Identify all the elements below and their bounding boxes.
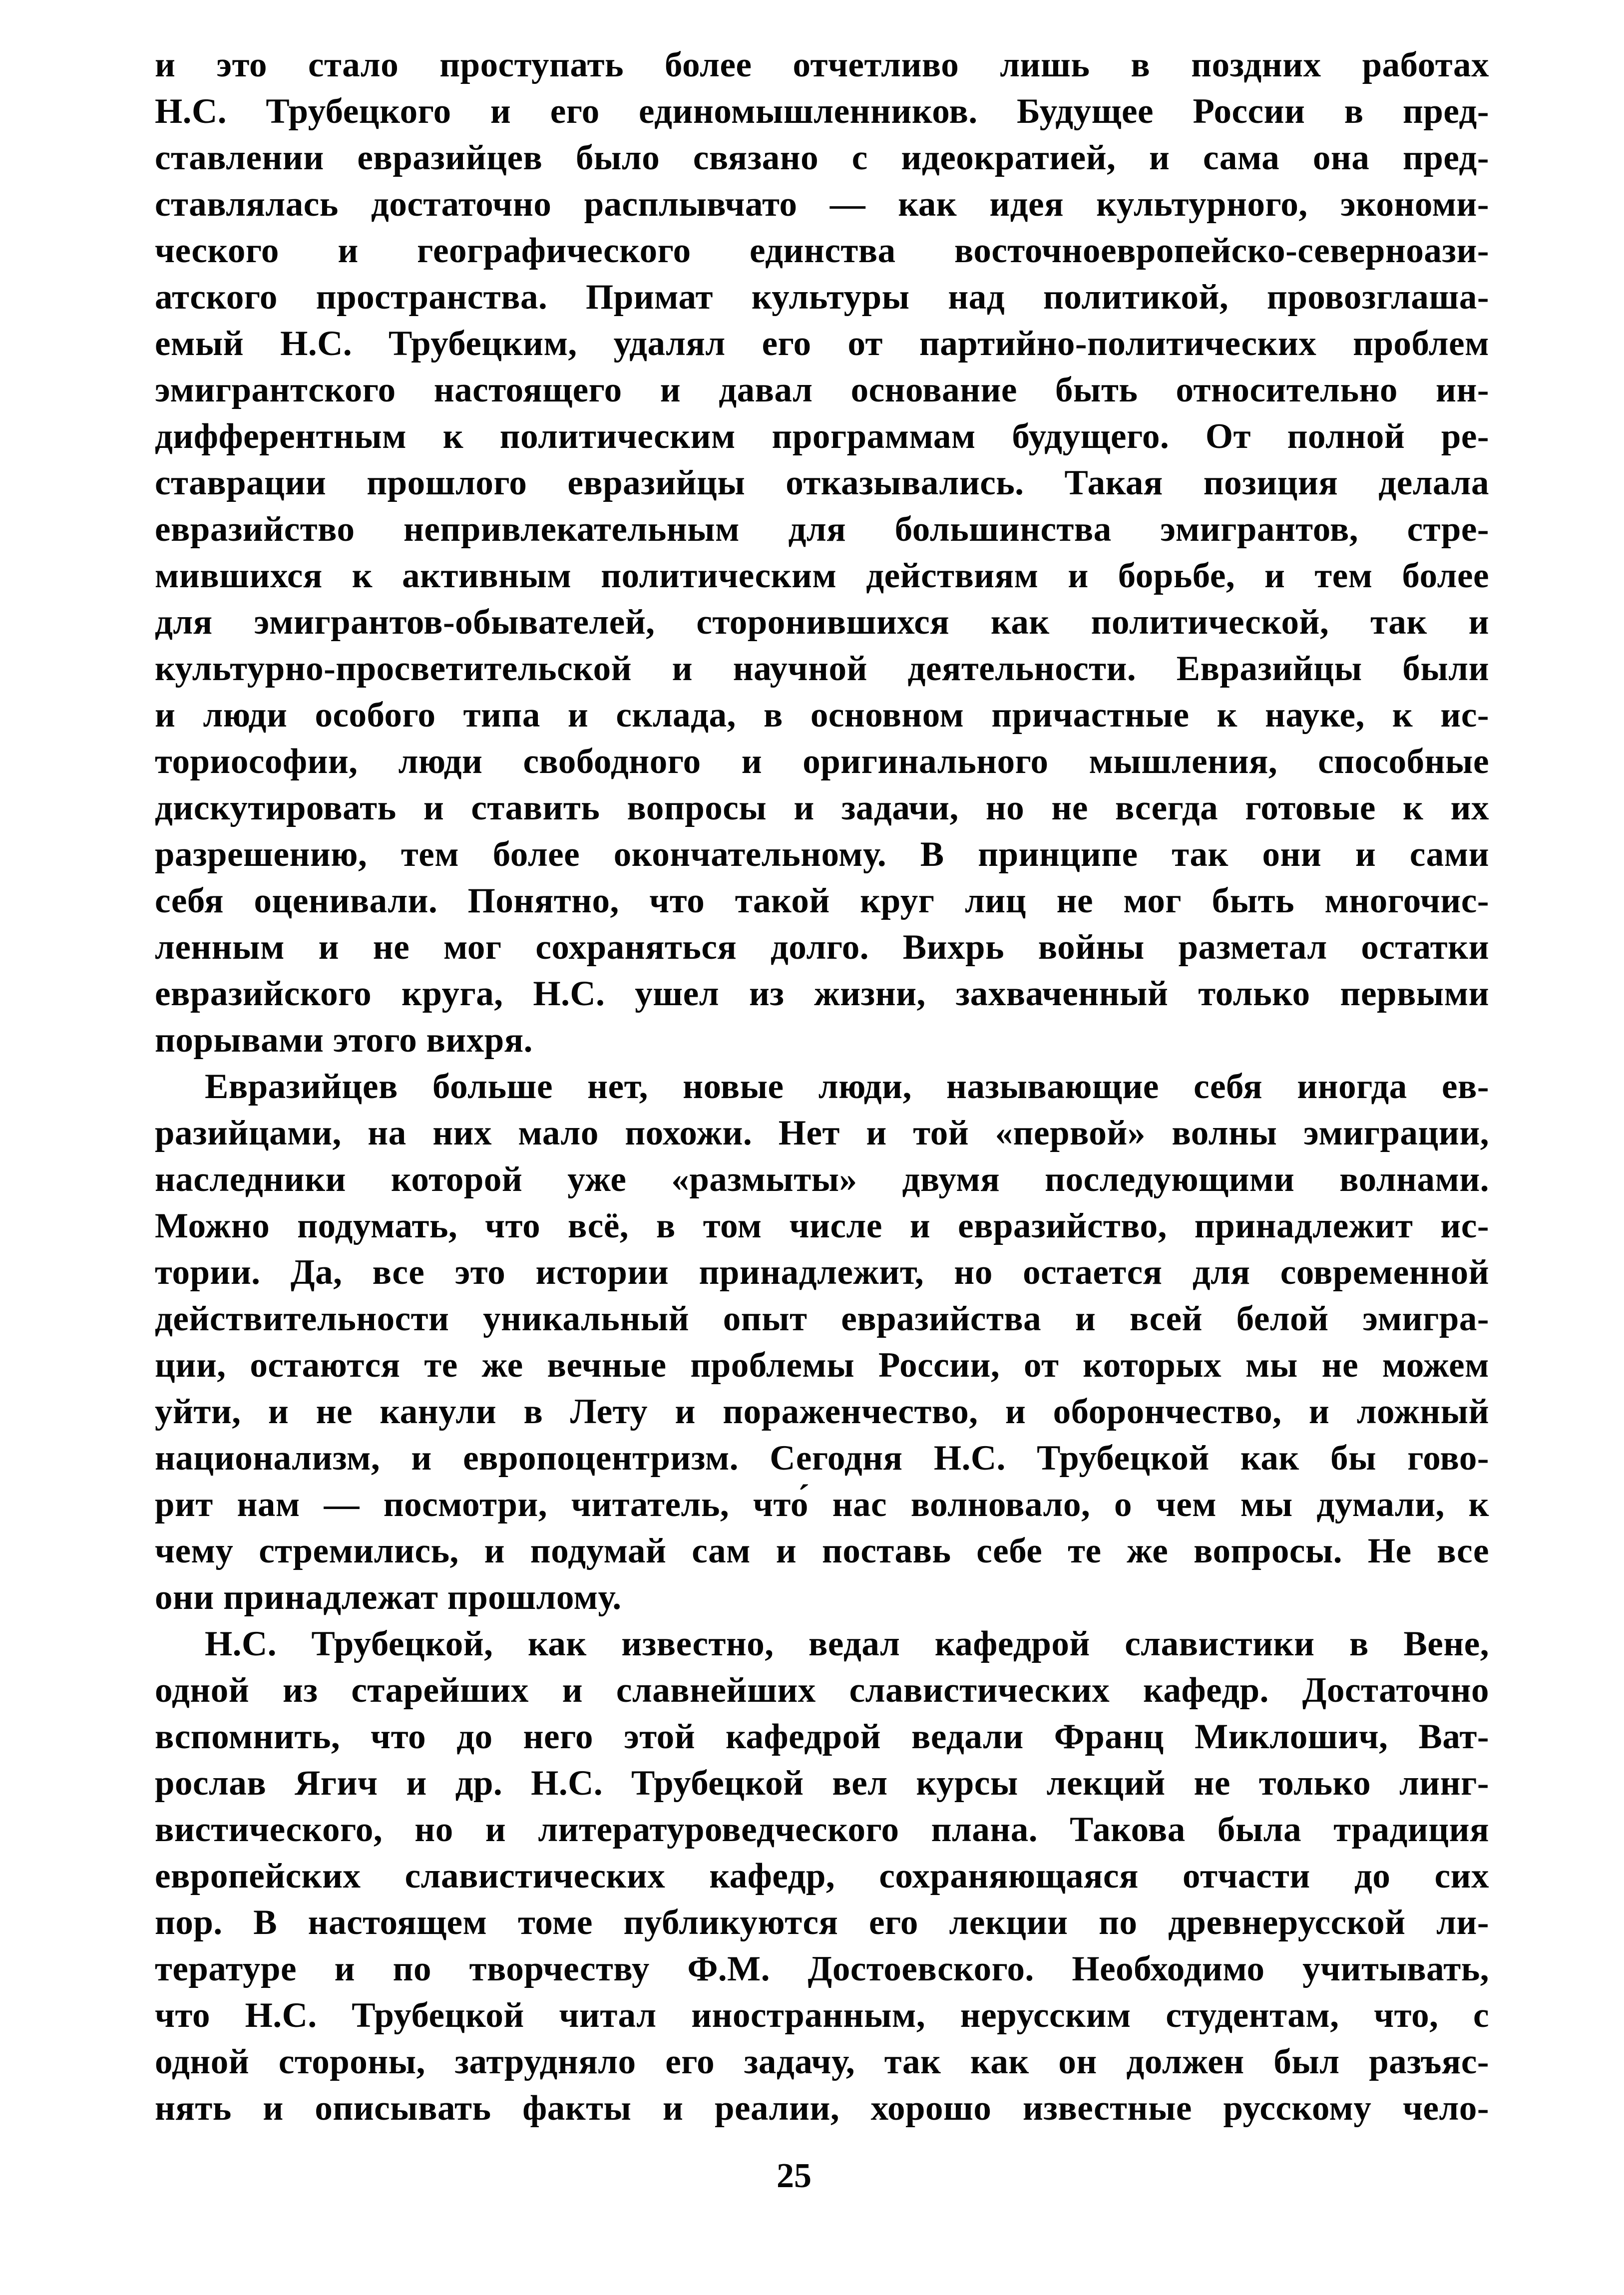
text-line: культурно-просветительской и научной деятельности. Евразийцы были [155, 649, 1489, 688]
text-line: вспомнить, что до него этой кафедрой ведали Франц Миклошич, Ват- [155, 1717, 1489, 1756]
text-line: разрешению, тем более окончательному. В принципе так они и сами [155, 835, 1489, 874]
text-line: пор. В настоящем томе публикуются его лекции по древнерусской ли- [155, 1903, 1489, 1942]
text-line: одной стороны, затрудняло его задачу, так как он должен был разъяс- [155, 2042, 1489, 2081]
text-line: рослав Ягич и др. Н.С. Трубецкой вел курсы лекций не только линг- [155, 1764, 1489, 1803]
text-line: вистического, но и литературоведческого плана. Такова была традиция [155, 1810, 1489, 1849]
text-line: евразийство непривлекательным для большинства эмигрантов, стре- [155, 510, 1489, 549]
text-line: рит нам — посмотри, читатель, что́ нас волновало, о чем мы думали, к [155, 1485, 1489, 1524]
text-line: одной из старейших и славнейших славистических кафедр. Достаточно [155, 1671, 1489, 1710]
text-line: ставрации прошлого евразийцы отказывались. Такая позиция делала [155, 463, 1489, 502]
text-line: ческого и географического единства восточноевропейско-северноази- [155, 231, 1489, 270]
text-line: Можно подумать, что всё, в том числе и евразийство, принадлежит ис- [155, 1206, 1489, 1245]
text-line: национализм, и европоцентризм. Сегодня Н.С. Трубецкой как бы гово- [155, 1439, 1489, 1478]
page-number: 25 [777, 2157, 812, 2195]
text-line: действительности уникальный опыт евразийства и всей белой эмигра- [155, 1299, 1489, 1338]
text-line: ставлении евразийцев было связано с идеократией, и сама она пред- [155, 138, 1489, 177]
body-text [155, 42, 1489, 2132]
text-line: чему стремились, и подумай сам и поставь себе те же вопросы. Не все [155, 1531, 1489, 1570]
text-line: эмигрантского настоящего и давал основание быть относительно ин- [155, 371, 1489, 409]
text-line: емый Н.С. Трубецким, удалял его от партийно-политических проблем [155, 324, 1489, 363]
text-line: разийцами, на них мало похожи. Нет и той «первой» волны эмиграции, [155, 1114, 1489, 1152]
text-line: Евразийцев больше нет, новые люди, называющие себя иногда ев- [205, 1067, 1489, 1106]
text-line: порывами этого вихря. [155, 1021, 533, 1060]
text-line: евразийского круга, Н.С. ушел из жизни, захваченный только первыми [155, 974, 1489, 1013]
text-line: атского пространства. Примат культуры над политикой, провозглаша- [155, 278, 1489, 317]
text-line: что Н.С. Трубецкой читал иностранным, нерусским студентам, что, с [155, 1996, 1489, 2035]
text-line: и люди особого типа и склада, в основном причастные к науке, к ис- [155, 696, 1489, 735]
text-line: Н.С. Трубецкого и его единомышленников. Будущее России в пред- [155, 92, 1489, 131]
text-line: дифферентным к политическим программам будущего. От полной ре- [155, 417, 1489, 456]
text-line: и это стало проступать более отчетливо лишь в поздних работах [155, 45, 1489, 84]
text-line: тории. Да, все это истории принадлежит, но остается для современной [155, 1253, 1489, 1292]
text-line: тературе и по творчеству Ф.М. Достоевского. Необходимо учитывать, [155, 1949, 1489, 1988]
text-line: ставлялась достаточно расплывчато — как идея культурного, экономи- [155, 185, 1489, 224]
text-line: европейских славистических кафедр, сохраняющаяся отчасти до сих [155, 1857, 1489, 1896]
text-line: они принадлежат прошлому. [155, 1578, 622, 1617]
text-line: дискутировать и ставить вопросы и задачи, но не всегда готовые к их [155, 788, 1489, 827]
text-line: для эмигрантов-обывателей, сторонившихся как политической, так и [155, 603, 1489, 642]
text-line: наследники которой уже «размыты» двумя последующими волнами. [155, 1160, 1489, 1199]
text-line: нять и описывать факты и реалии, хорошо известные русскому чело- [155, 2089, 1489, 2128]
text-line: уйти, и не канули в Лету и пораженчество, и оборончество, и ложный [155, 1392, 1489, 1431]
text-line: себя оценивали. Понятно, что такой круг лиц не мог быть многочис- [155, 881, 1489, 920]
text-line: ленным и не мог сохраняться долго. Вихрь войны разметал остатки [155, 928, 1489, 967]
text-line: мившихся к активным политическим действиям и борьбе, и тем более [155, 556, 1489, 595]
text-line: ториософии, люди свободного и оригинального мышления, способные [155, 742, 1489, 781]
text-line: Н.С. Трубецкой, как известно, ведал кафедрой славистики в Вене, [205, 1624, 1489, 1663]
text-line: ции, остаются те же вечные проблемы России, от которых мы не можем [155, 1346, 1489, 1385]
